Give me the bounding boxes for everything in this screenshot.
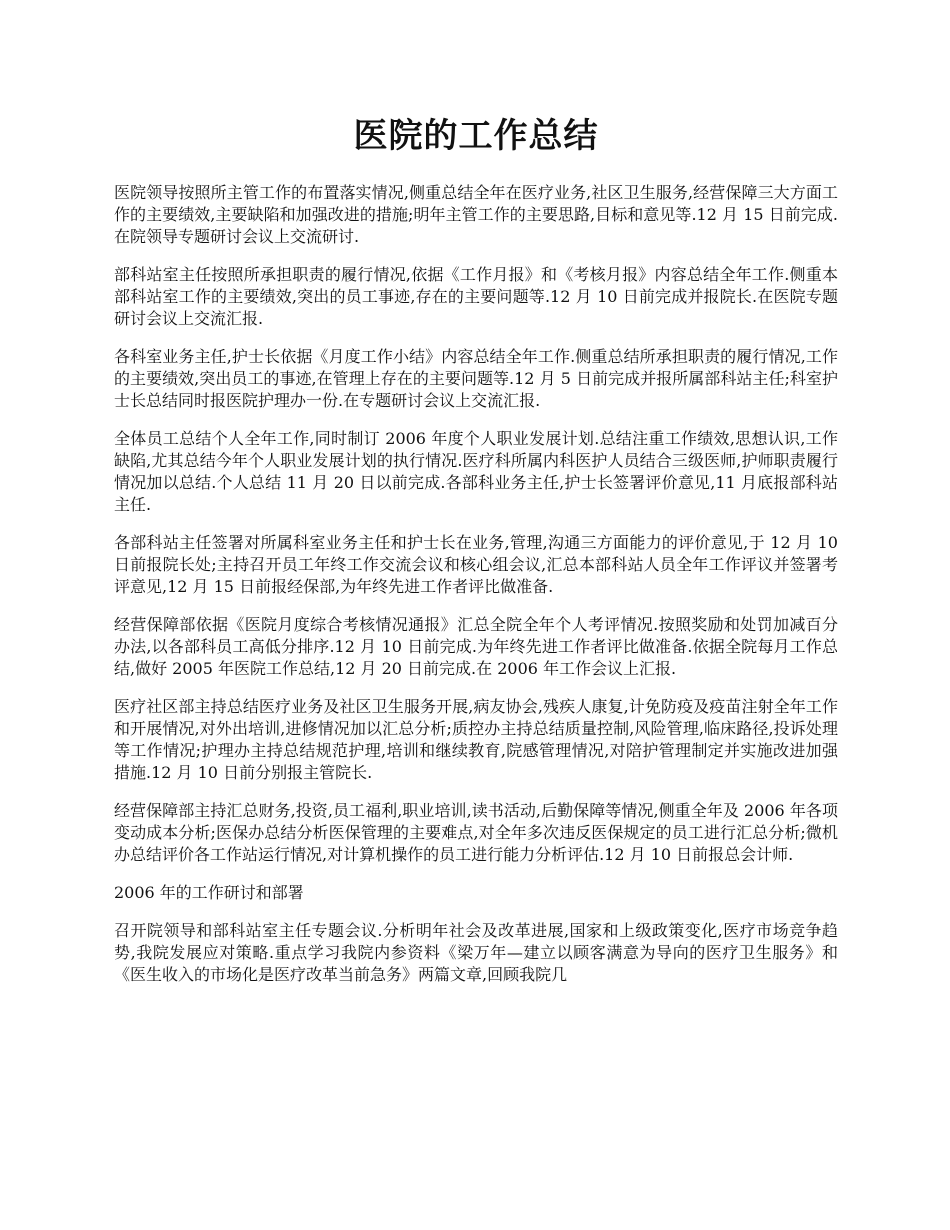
paragraph-4: 全体员工总结个人全年工作,同时制订 2006 年度个人职业发展计划.总结注重工作绩效,思想认识,工作缺陷,尤其总结今年个人职业发展计划的执行情况.医疗科所属内科医护人员结合三级医师,护师职责履行情况加以总结.个人总结 11 月 20 日以前完成.各部科业务主任,护士长签署评价意见,11 月底报部科站主任.	[114, 429, 838, 514]
document-title: 医院的工作总结	[353, 116, 599, 156]
document-body	[114, 112, 838, 1002]
paragraph-5: 各部科站主任签署对所属科室业务主任和护士长在业务,管理,沟通三方面能力的评价意见,于 12 月 10 日前报院长处;主持召开员工年终工作交流会议和核心组会议,汇总本部科站人员全年工作评议并签署考评意见,12 月 15 日前报经保部,为年终先进工作者评比做准备.	[114, 533, 838, 596]
paragraph-7: 医疗社区部主持总结医疗业务及社区卫生服务开展,病友协会,残疾人康复,计免防疫及疫苗注射全年工作和开展情况,对外出培训,进修情况加以汇总分析;质控办主持总结质量控制,风险管理,临床路径,投诉处理等工作情况;护理办主持总结规范护理,培训和继续教育,院感管理情况,对陪护管理制定并实施改进加强措施.12 月 10 日前分别报主管院长.	[114, 697, 838, 782]
paragraph-2: 部科站室主任按照所承担职责的履行情况,依据《工作月报》和《考核月报》内容总结全年工作.侧重本部科站室工作的主要绩效,突出的员工事迹,存在的主要问题等.12 月 10 日前完成并报院长.在医院专题研讨会议上交流汇报.	[114, 265, 838, 328]
paragraph-9: 召开院领导和部科站室主任专题会议.分析明年社会及改革进展,国家和上级政策变化,医疗市场竞争趋势,我院发展应对策略.重点学习我院内参资料《梁万年—建立以顾客满意为导向的医疗卫生服务》和《医生收入的市场化是医疗改革当前急务》两篇文章,回顾我院几	[114, 921, 838, 984]
paragraph-1: 医院领导按照所主管工作的布置落实情况,侧重总结全年在医疗业务,社区卫生服务,经营保障三大方面工作的主要绩效,主要缺陷和加强改进的措施;明年主管工作的主要思路,目标和意见等.12 月 15 日前完成.在院领导专题研讨会议上交流研讨.	[114, 183, 838, 246]
section-heading: 2006 年的工作研讨和部署	[114, 883, 304, 902]
paragraph-3: 各科室业务主任,护士长依据《月度工作小结》内容总结全年工作.侧重总结所承担职责的履行情况,工作的主要绩效,突出员工的事迹,在管理上存在的主要问题等.12 月 5 日前完成并报所属部科站主任;科室护士长总结同时报医院护理办一份.在专题研讨会议上交流汇报.	[114, 347, 838, 410]
paragraph-6: 经营保障部依据《医院月度综合考核情况通报》汇总全院全年个人考评情况.按照奖励和处罚加减百分办法,以各部科员工高低分排序.12 月 10 日前完成.为年终先进工作者评比做准备.依据全院每月工作总结,做好 2005 年医院工作总结,12 月 20 日前完成.在 2006 年工作会议上汇报.	[114, 615, 838, 678]
paragraph-8: 经营保障部主持汇总财务,投资,员工福利,职业培训,读书活动,后勤保障等情况,侧重全年及 2006 年各项变动成本分析;医保办总结分析医保管理的主要难点,对全年多次违反医保规定的员工进行汇总分析;微机办总结评价各工作站运行情况,对计算机操作的员工进行能力分析评估.12 月 10 日前报总会计师.	[114, 801, 838, 864]
